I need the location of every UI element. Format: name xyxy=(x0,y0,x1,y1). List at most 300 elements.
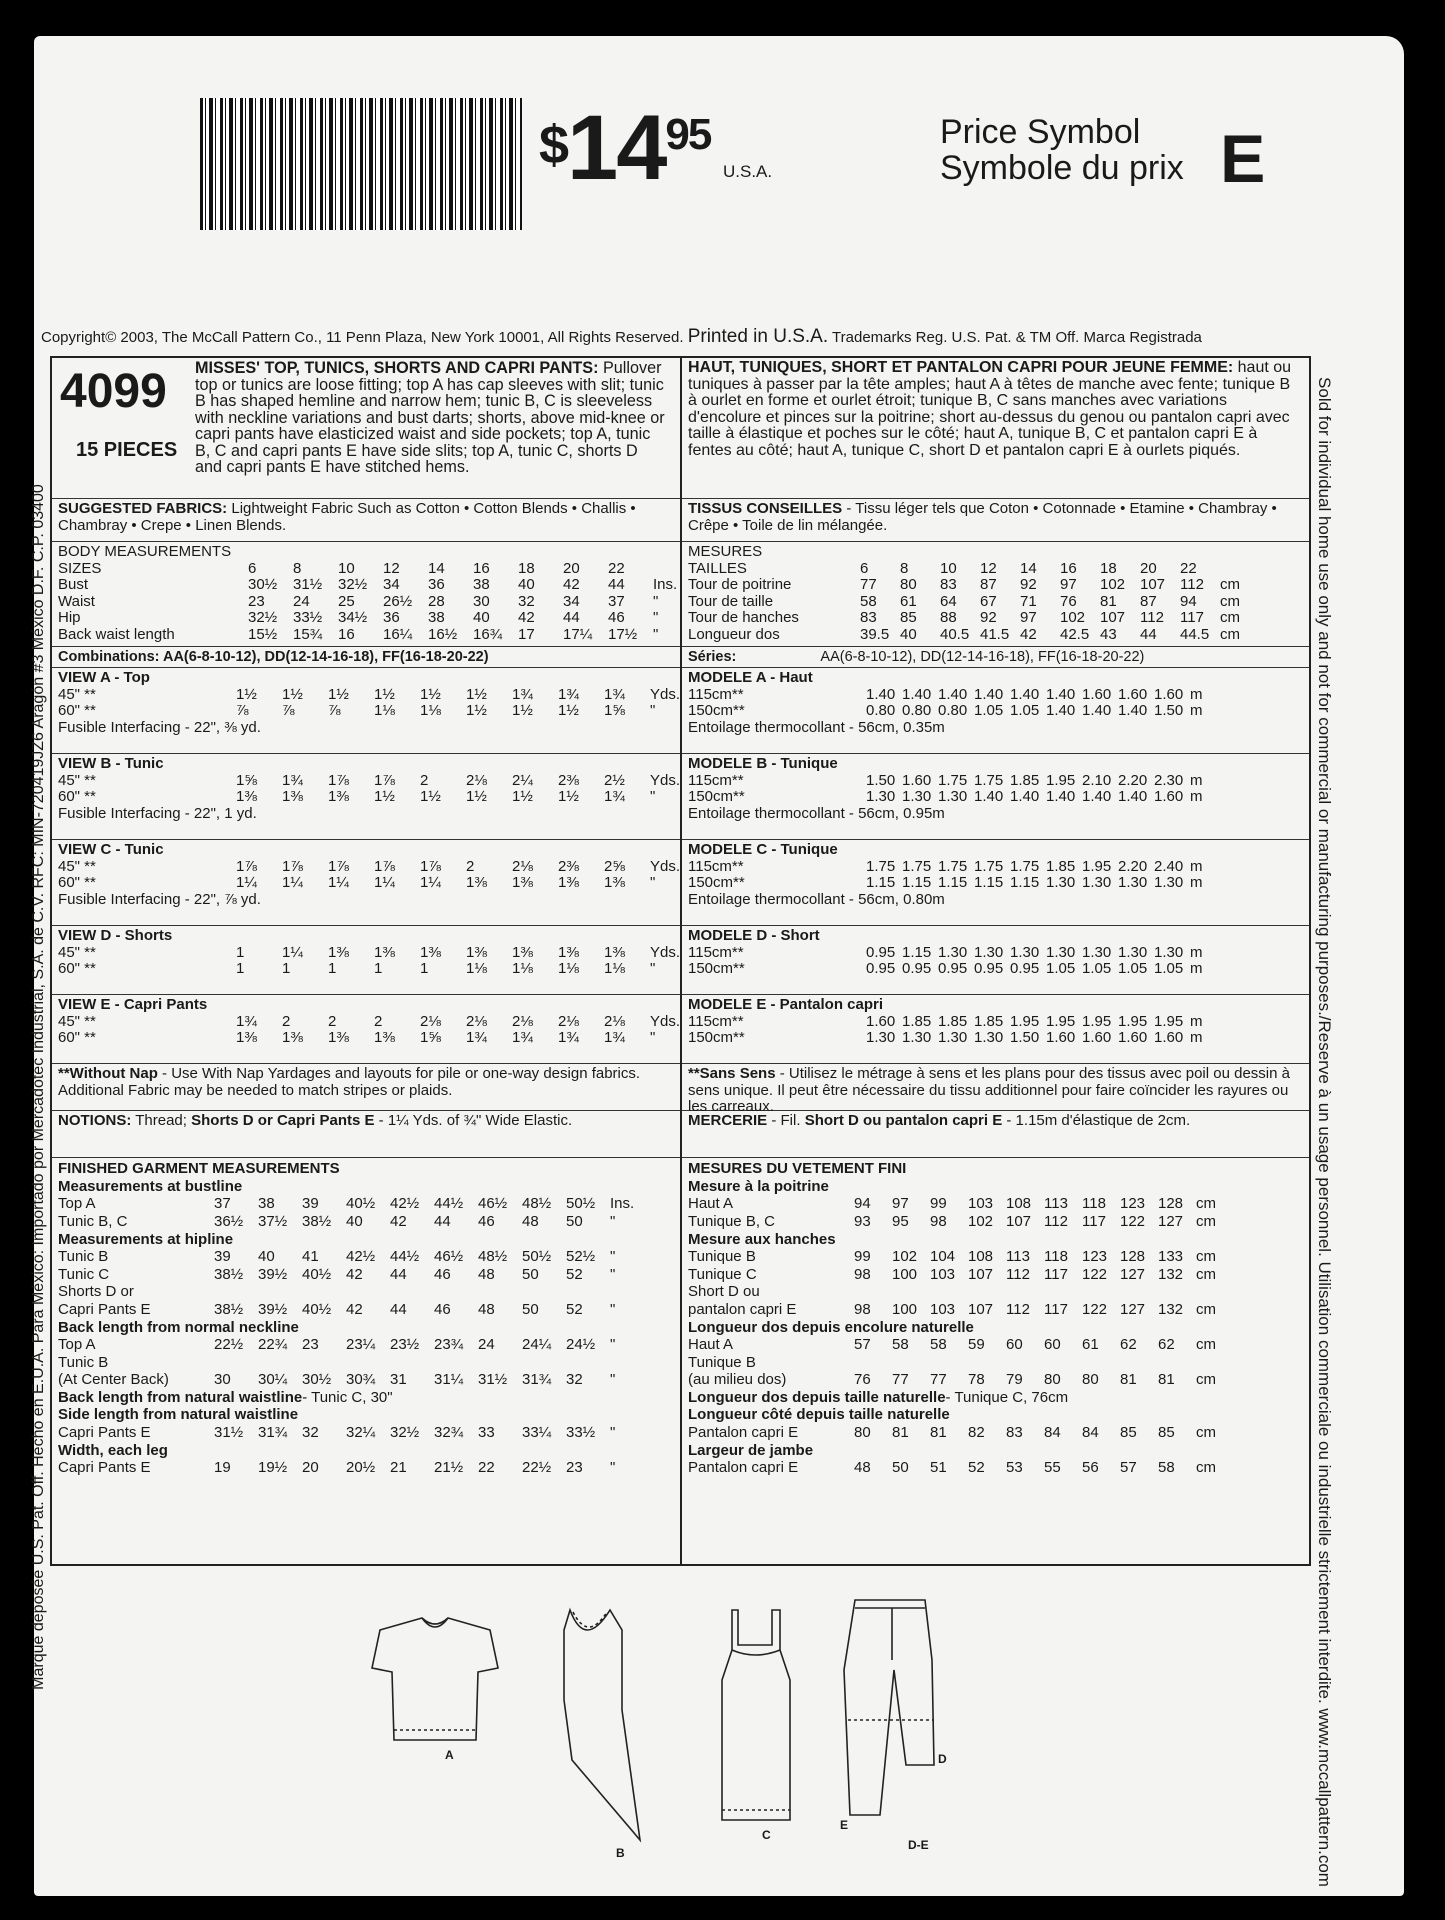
row-value: 1½ xyxy=(420,788,441,806)
row-value: 1.30 xyxy=(902,1029,932,1047)
row-label: TAILLES xyxy=(688,559,747,577)
row-value: 1.95 xyxy=(1082,857,1112,875)
row-value: 1.50 xyxy=(866,771,896,789)
row-value: 1¾ xyxy=(604,685,625,703)
row-unit: m xyxy=(1190,788,1203,806)
row-value: 1.30 xyxy=(974,1029,1004,1047)
row-value: 2 xyxy=(466,857,475,875)
nap-note: **Without Nap - Use With Nap Yardages and layouts for pile or one-way design fabrics. Additional Fabric may be needed to match stripes or plaids. xyxy=(52,1064,680,1111)
measure-row xyxy=(58,1459,674,1477)
row-value: 38 xyxy=(473,576,490,594)
row-value: 48 xyxy=(854,1459,871,1477)
row-value: 113 xyxy=(1044,1195,1068,1213)
row-label: Back waist length xyxy=(58,625,175,643)
suggested-fabrics-fr: TISSUS CONSEILLES - Tissu léger tels que Coton • Cotonnade • Etamine • Chambray • Crêpe • Toile de lin mélangée. xyxy=(682,499,1309,542)
row-value: 40 xyxy=(346,1212,363,1230)
row-unit: " xyxy=(610,1336,616,1354)
row-value: 98 xyxy=(930,1212,947,1230)
row-value: 46 xyxy=(434,1300,451,1318)
interfacing-note: Entoilage thermocollant - 56cm, 0.80m xyxy=(688,890,945,908)
row-label: Tunique B, C xyxy=(688,1212,775,1230)
row-value: 38 xyxy=(258,1195,275,1213)
row-value: 58 xyxy=(1158,1459,1175,1477)
view-title: VIEW D - Shorts xyxy=(58,927,173,945)
row-value: 36 xyxy=(383,609,400,627)
row-value: 1.30 xyxy=(974,943,1004,961)
row-label: Tunique B xyxy=(688,1353,756,1371)
row-value: 2⅛ xyxy=(420,1012,441,1030)
view-title: MODELE D - Short xyxy=(688,927,820,945)
row-value: 1.30 xyxy=(938,1029,968,1047)
row-value: 103 xyxy=(930,1265,956,1283)
row-value: 107 xyxy=(1006,1212,1032,1230)
row-value: 2.20 xyxy=(1118,771,1148,789)
row-label: Tunic B, C xyxy=(58,1212,128,1230)
finished-measurements-fr: MESURES DU VETEMENT FINI Mesure à la poitrine Haut A 94 97 99 103 108 113 118 123 128 cm Tunique B, C 93 95 98 102 107 112 117 122 127 cm Mesure aux hanches Tunique B 99 102 104 108 113 118 123 128 133 cm Tunique C 98 100 103 107 112 117 122 127 132 cm Short D ou pantalon capri E 98 100 103 107 112 117 122 127 132 cm Longueur dos depuis encolure naturelle Haut A 57 58 58 59 60 60 61 62 62 cm Tunique B (au milieu dos) 76 77 77 78 79 80 80 81 81 cm Longueur dos depuis taille naturelle - Tunique C, 76cm Longueur côté depuis taille naturelle Pantalon capri E 80 81 81 82 83 84 84 85 85 cm Largeur de jambe Pantalon capri E 48 50 51 52 53 55 56 57 58 cm xyxy=(682,1158,1309,1479)
row-value: 1.15 xyxy=(974,874,1004,892)
row-value: 1.30 xyxy=(866,1029,896,1047)
row-value: 1⅜ xyxy=(374,1029,395,1047)
row-value: 112 xyxy=(1044,1212,1068,1230)
row-value: 1¼ xyxy=(236,874,257,892)
row-value: 18 xyxy=(1100,559,1117,577)
pattern-title: MISSES' TOP, TUNICS, SHORTS AND CAPRI PANTS: xyxy=(195,359,599,377)
row-label: 60" ** xyxy=(58,702,96,720)
row-value: 1.75 xyxy=(1010,857,1040,875)
row-value: 1⅜ xyxy=(374,943,395,961)
row-value: 1 xyxy=(420,960,429,978)
row-value: 1.40 xyxy=(1010,685,1040,703)
body-measurements-fr: MESURES TAILLES 6 8 10 12 14 16 18 20 22 Tour de poitrine 77 80 83 87 92 97 102 107 112 cm Tour de taille 58 61 64 67 71 76 81 87 94 cm Tour de hanches 83 85 88 92 97 102 107 112 117 cm Longueur dos 39.5 40 40.5 41.5 42 42.5 43 44 44.5 cm xyxy=(682,542,1309,647)
row-value: 48 xyxy=(522,1212,539,1230)
row-label: Longueur dos depuis encolure naturelle xyxy=(688,1318,974,1336)
pieces-count: 15 PIECES xyxy=(76,439,178,461)
row-value: 31¼ xyxy=(434,1371,464,1389)
interfacing-note: Entoilage thermocollant - 56cm, 0.35m xyxy=(688,718,945,736)
row-value: 117 xyxy=(1082,1212,1106,1230)
yardage-view xyxy=(682,926,1309,995)
price-symbol-letter: E xyxy=(1220,121,1266,197)
row-value: 1⅞ xyxy=(282,857,303,875)
row-value: 25 xyxy=(338,592,355,610)
row-value: 46½ xyxy=(434,1248,464,1266)
row-value: 97 xyxy=(892,1195,909,1213)
row-unit: m xyxy=(1190,874,1203,892)
yardage-view xyxy=(52,995,680,1064)
row-value: 87 xyxy=(980,576,997,594)
row-value: 10 xyxy=(940,559,957,577)
row-unit: " xyxy=(650,960,656,978)
row-value: 24½ xyxy=(566,1336,596,1354)
measure-row xyxy=(688,1354,1303,1372)
row-value: 92 xyxy=(980,609,997,627)
row-value: 44 xyxy=(434,1212,451,1230)
measure-row xyxy=(58,1195,674,1213)
row-label: Waist xyxy=(58,592,95,610)
row-label: Capri Pants E xyxy=(58,1300,151,1318)
row-label: Tour de taille xyxy=(688,592,774,610)
measure-row xyxy=(688,1178,1303,1196)
row-value: 98 xyxy=(854,1265,871,1283)
row-label: Pantalon capri E xyxy=(688,1459,799,1477)
row-value: 1¾ xyxy=(236,1012,257,1030)
row-value: 1¾ xyxy=(282,771,303,789)
row-value: 1½ xyxy=(282,685,303,703)
row-value: 42 xyxy=(346,1265,363,1283)
row-value: 43 xyxy=(1100,625,1117,643)
row-value: 2.10 xyxy=(1082,771,1112,789)
row-value: 1.60 xyxy=(902,771,932,789)
row-unit: m xyxy=(1190,1012,1203,1030)
row-value: 80 xyxy=(900,576,917,594)
row-value: 112 xyxy=(1006,1265,1030,1283)
row-label: Back length from natural waistline xyxy=(58,1388,303,1406)
row-value: 33½ xyxy=(293,609,323,627)
row-label: Hip xyxy=(58,609,81,627)
row-value: 127 xyxy=(1120,1265,1146,1283)
interfacing-note: Fusible Interfacing - 22", ⅞ yd. xyxy=(58,890,261,908)
row-unit: cm xyxy=(1220,592,1240,610)
row-value: 1⅜ xyxy=(236,1029,257,1047)
measure-row xyxy=(58,1030,674,1047)
row-value: 1.95 xyxy=(1010,1012,1040,1030)
row-value: 95 xyxy=(892,1212,909,1230)
measure-row xyxy=(688,1389,1303,1407)
row-label: Width, each leg xyxy=(58,1441,168,1459)
row-value: 33½ xyxy=(566,1424,596,1442)
row-value: 1.75 xyxy=(866,857,896,875)
row-unit: cm xyxy=(1220,576,1240,594)
label-a: A xyxy=(445,1748,454,1762)
row-value: 85 xyxy=(1158,1424,1175,1442)
row-label: 150cm** xyxy=(688,788,745,806)
row-unit: Ins. xyxy=(653,576,678,594)
row-value: 107 xyxy=(968,1265,994,1283)
row-value: 44.5 xyxy=(1180,625,1210,643)
row-value: 107 xyxy=(1100,609,1126,627)
row-label: Top A xyxy=(58,1336,96,1354)
row-unit: Ins. xyxy=(610,1195,635,1213)
row-unit: cm xyxy=(1196,1336,1216,1354)
row-value: 44 xyxy=(390,1265,407,1283)
row-value: 1⅜ xyxy=(512,874,533,892)
price-symbol-label: Price Symbol Symbole du prix xyxy=(940,113,1184,187)
measure-row xyxy=(58,594,674,611)
row-value: 1⅜ xyxy=(236,788,257,806)
row-value: 1¼ xyxy=(420,874,441,892)
row-value: 1⅜ xyxy=(604,874,625,892)
view-title: VIEW E - Capri Pants xyxy=(58,996,208,1014)
row-label: Haut A xyxy=(688,1336,734,1354)
row-value: 36 xyxy=(428,576,445,594)
row-value: 50½ xyxy=(566,1195,596,1213)
row-unit: cm xyxy=(1196,1265,1216,1283)
row-value: 17¼ xyxy=(563,625,593,643)
row-unit: m xyxy=(1190,1029,1203,1047)
row-value: 1⅝ xyxy=(420,1029,441,1047)
yardage-view xyxy=(682,840,1309,926)
row-label: 60" ** xyxy=(58,874,96,892)
row-value: 81 xyxy=(930,1424,947,1442)
row-value: 1½ xyxy=(558,702,579,720)
row-value: 39.5 xyxy=(860,625,890,643)
row-unit: Yds. xyxy=(650,685,681,703)
row-value: 1.85 xyxy=(1046,857,1076,875)
row-value: 1⅜ xyxy=(328,1029,349,1047)
row-value: 42½ xyxy=(346,1248,376,1266)
row-value: 50 xyxy=(522,1300,539,1318)
row-value: 1.95 xyxy=(1046,1012,1076,1030)
row-value: 53 xyxy=(1006,1459,1023,1477)
notions: NOTIONS: Thread; Shorts D or Capri Pants E - 1¼ Yds. of ¾" Wide Elastic. xyxy=(52,1111,680,1158)
row-value: 1¼ xyxy=(282,943,303,961)
view-title: MODELE E - Pantalon capri xyxy=(688,996,884,1014)
measure-row xyxy=(58,627,674,644)
row-value: 1.40 xyxy=(1082,788,1112,806)
row-unit: cm xyxy=(1196,1371,1216,1389)
row-label: Longueur côté depuis taille naturelle xyxy=(688,1406,950,1424)
row-unit: " xyxy=(653,625,659,643)
row-value: 2⅛ xyxy=(604,1012,625,1030)
row-value: 14 xyxy=(428,559,445,577)
notions-fr: MERCERIE - Fil. Short D ou pantalon capri E - 1.15m d'élastique de 2cm. xyxy=(682,1111,1309,1158)
measure-row xyxy=(58,1213,674,1231)
row-value: 88 xyxy=(940,609,957,627)
row-value: 1.40 xyxy=(1118,788,1148,806)
row-value: 50 xyxy=(522,1265,539,1283)
row-value: 30¾ xyxy=(346,1371,376,1389)
row-value: 18 xyxy=(518,559,535,577)
row-value: 1.30 xyxy=(902,788,932,806)
row-value: 24 xyxy=(293,592,310,610)
row-value: 59 xyxy=(968,1336,985,1354)
row-value: 39½ xyxy=(258,1265,288,1283)
row-value: 1.05 xyxy=(1010,702,1040,720)
row-value: 1.60 xyxy=(1082,685,1112,703)
nap-note-fr: **Sans Sens - Utilisez le métrage à sens et les plans pour des tissus avec poil ou dessin à sens unique. Il peut être nécessaire du tissu additionnel pour faire coïncider les rayures ou les carreaux. xyxy=(682,1064,1309,1111)
row-value: 42½ xyxy=(390,1195,420,1213)
row-value: 16 xyxy=(473,559,490,577)
row-value: 20 xyxy=(563,559,580,577)
row-value: 16 xyxy=(1060,559,1077,577)
body-measurements: BODY MEASUREMENTS SIZES 6 8 10 12 14 16 18 20 22 Bust 30½ 31½ 32½ 34 36 38 40 42 44 Ins. Waist 23 24 25 26½ 28 30 32 34 37 " Hip 32½ 33½ 34½ 36 38 40 42 44 46 " Back waist length 15½ 15¾ 16 16¼ 16½ 16¾ 17 17¼ 17½ " xyxy=(52,542,680,647)
row-unit: " xyxy=(610,1300,616,1318)
row-label: Mesure aux hanches xyxy=(688,1230,836,1248)
row-value: 102 xyxy=(1100,576,1126,594)
row-value: 40 xyxy=(258,1248,275,1266)
row-value: 24 xyxy=(478,1336,495,1354)
row-value: 44 xyxy=(390,1300,407,1318)
measure-row xyxy=(688,627,1303,644)
label-c: C xyxy=(762,1828,771,1842)
row-value: 62 xyxy=(1120,1336,1137,1354)
row-label: pantalon capri E xyxy=(688,1300,797,1318)
row-value: 19½ xyxy=(258,1459,288,1477)
row-unit: " xyxy=(610,1459,616,1477)
measure-row xyxy=(58,1319,674,1337)
row-value: 46 xyxy=(434,1265,451,1283)
row-value: 46 xyxy=(478,1212,495,1230)
measure-row xyxy=(688,1459,1303,1477)
row-value: 12 xyxy=(980,559,997,577)
row-value: 1¾ xyxy=(558,1029,579,1047)
row-value: 117 xyxy=(1180,609,1204,627)
row-value: 1.60 xyxy=(1154,685,1184,703)
row-value: 2.30 xyxy=(1154,771,1184,789)
row-value: 32½ xyxy=(338,576,368,594)
view-title: VIEW B - Tunic xyxy=(58,755,164,773)
row-unit: " xyxy=(610,1371,616,1389)
measure-row xyxy=(688,859,1303,876)
row-label: 115cm** xyxy=(688,685,744,703)
row-value: 1.40 xyxy=(1046,702,1076,720)
row-value: 58 xyxy=(930,1336,947,1354)
row-value: 60 xyxy=(1044,1336,1061,1354)
row-value: 32 xyxy=(566,1371,583,1389)
row-value: 118 xyxy=(1082,1195,1106,1213)
row-value: 48 xyxy=(478,1300,495,1318)
row-value: 128 xyxy=(1158,1195,1184,1213)
row-value: 31½ xyxy=(293,576,323,594)
row-value: 32½ xyxy=(390,1424,420,1442)
measure-row xyxy=(58,703,674,720)
measure-row xyxy=(688,1014,1303,1031)
row-unit: cm xyxy=(1220,625,1240,643)
row-value: 133 xyxy=(1158,1248,1184,1266)
row-value: 1¾ xyxy=(512,1029,533,1047)
row-value: 37 xyxy=(214,1195,231,1213)
view-title: VIEW C - Tunic xyxy=(58,841,164,859)
row-value: 1⅜ xyxy=(328,788,349,806)
row-unit: m xyxy=(1190,702,1203,720)
label-e: E xyxy=(840,1818,849,1832)
row-value: 1.60 xyxy=(1046,1029,1076,1047)
row-value: 30¼ xyxy=(258,1371,288,1389)
row-value: 83 xyxy=(860,609,877,627)
row-value: 1.40 xyxy=(902,685,932,703)
row-value: 76 xyxy=(854,1371,871,1389)
row-label: Tunique C xyxy=(688,1265,757,1283)
measure-row xyxy=(58,857,681,876)
row-unit: m xyxy=(1190,857,1203,875)
row-value: 42 xyxy=(1020,625,1037,643)
interfacing-note: Entoilage thermocollant - 56cm, 0.95m xyxy=(688,804,945,822)
row-value: 1⅜ xyxy=(558,943,579,961)
row-value: 40½ xyxy=(346,1195,376,1213)
row-value: 1⅛ xyxy=(466,960,487,978)
row-value: 71 xyxy=(1020,592,1037,610)
measure-row xyxy=(688,945,1303,962)
row-value: 77 xyxy=(930,1371,947,1389)
row-unit: cm xyxy=(1196,1212,1216,1230)
row-value: 8 xyxy=(293,559,302,577)
row-value: 44 xyxy=(563,609,580,627)
row-value: 2 xyxy=(420,771,429,789)
row-value: 1¾ xyxy=(604,788,625,806)
import-notice-vertical: Marque déposée U.S. Pat. Off. Hecho en E.U.A. Para México: Importado por Mercadotec Industrial, S.A. de C.V. RFC: MIN-720419JZ6 Aragón #3 México D.F. C.P. 03400 xyxy=(30,484,47,1690)
row-value: 20 xyxy=(1140,559,1157,577)
row-value: 32 xyxy=(518,592,535,610)
row-value: 1⅛ xyxy=(512,960,533,978)
row-value: 80 xyxy=(1082,1371,1099,1389)
row-value: 32¾ xyxy=(434,1424,464,1442)
measure-row xyxy=(58,1424,674,1442)
row-value: 1½ xyxy=(420,685,441,703)
row-value: 1½ xyxy=(512,788,533,806)
row-label: 45" ** xyxy=(58,1012,96,1030)
row-value: 1⅞ xyxy=(236,857,257,875)
row-value: 2 xyxy=(374,1012,383,1030)
measure-row xyxy=(58,1389,674,1407)
row-value: 1.85 xyxy=(902,1012,932,1030)
row-value: 123 xyxy=(1120,1195,1146,1213)
row-value: 102 xyxy=(892,1248,918,1266)
row-value: 1.40 xyxy=(974,685,1004,703)
row-value: 23 xyxy=(302,1336,319,1354)
row-label: 45" ** xyxy=(58,685,96,703)
measure-row xyxy=(688,1301,1303,1319)
row-unit: " xyxy=(610,1248,616,1266)
usage-notice-vertical: Sold for individual home use only and not for commercial or manufacturing purposes./Reserve à un usage personnel. Utilisation commerciale ou industrielle strictement interdite. www.mccallpattern.com xyxy=(1315,377,1334,1887)
row-value: 1¼ xyxy=(374,874,395,892)
row-value: 1½ xyxy=(466,685,487,703)
row-value: 30 xyxy=(473,592,490,610)
row-value: 1.15 xyxy=(938,874,968,892)
row-value: 1¼ xyxy=(328,874,349,892)
measure-row xyxy=(58,943,681,962)
barcode xyxy=(200,98,522,230)
measure-row xyxy=(58,789,674,806)
row-value: 16¼ xyxy=(383,625,413,643)
row-value: 31½ xyxy=(214,1424,244,1442)
row-value: 1⅝ xyxy=(604,702,625,720)
row-label: 150cm** xyxy=(688,1029,745,1047)
row-value: 117 xyxy=(1044,1265,1068,1283)
row-value: 1.60 xyxy=(866,1012,896,1030)
row-value: 1⅜ xyxy=(466,874,487,892)
view-title: MODELE C - Tunique xyxy=(688,841,838,859)
row-unit: " xyxy=(650,788,656,806)
row-value: 102 xyxy=(1060,609,1086,627)
row-value: 1½ xyxy=(466,702,487,720)
pattern-number: 4099 xyxy=(60,365,167,418)
row-value: 1½ xyxy=(558,788,579,806)
row-value: 1.05 xyxy=(1118,960,1148,978)
row-value: 1⅜ xyxy=(282,1029,303,1047)
row-label: 115cm** xyxy=(688,771,744,789)
row-value: 132 xyxy=(1158,1265,1184,1283)
row-value: 1.30 xyxy=(1046,943,1076,961)
row-value: 51 xyxy=(930,1459,947,1477)
row-label: 45" ** xyxy=(58,943,96,961)
row-value: 39½ xyxy=(258,1300,288,1318)
measure-row xyxy=(58,1231,674,1249)
row-value: 1.85 xyxy=(974,1012,1004,1030)
row-value: 1⅞ xyxy=(420,857,441,875)
row-value: 1.60 xyxy=(1118,1029,1148,1047)
measure-row xyxy=(58,1012,681,1031)
measure-row xyxy=(688,1213,1303,1231)
row-unit: cm xyxy=(1196,1424,1216,1442)
row-value: 1⅛ xyxy=(604,960,625,978)
row-value: 15¾ xyxy=(293,625,323,643)
row-value: 1.60 xyxy=(1154,1029,1184,1047)
measure-row xyxy=(688,1283,1303,1301)
view-title: VIEW A - Top xyxy=(58,669,150,687)
row-value: 1 xyxy=(328,960,337,978)
measure-row xyxy=(58,1178,674,1196)
row-value: 58 xyxy=(860,592,877,610)
